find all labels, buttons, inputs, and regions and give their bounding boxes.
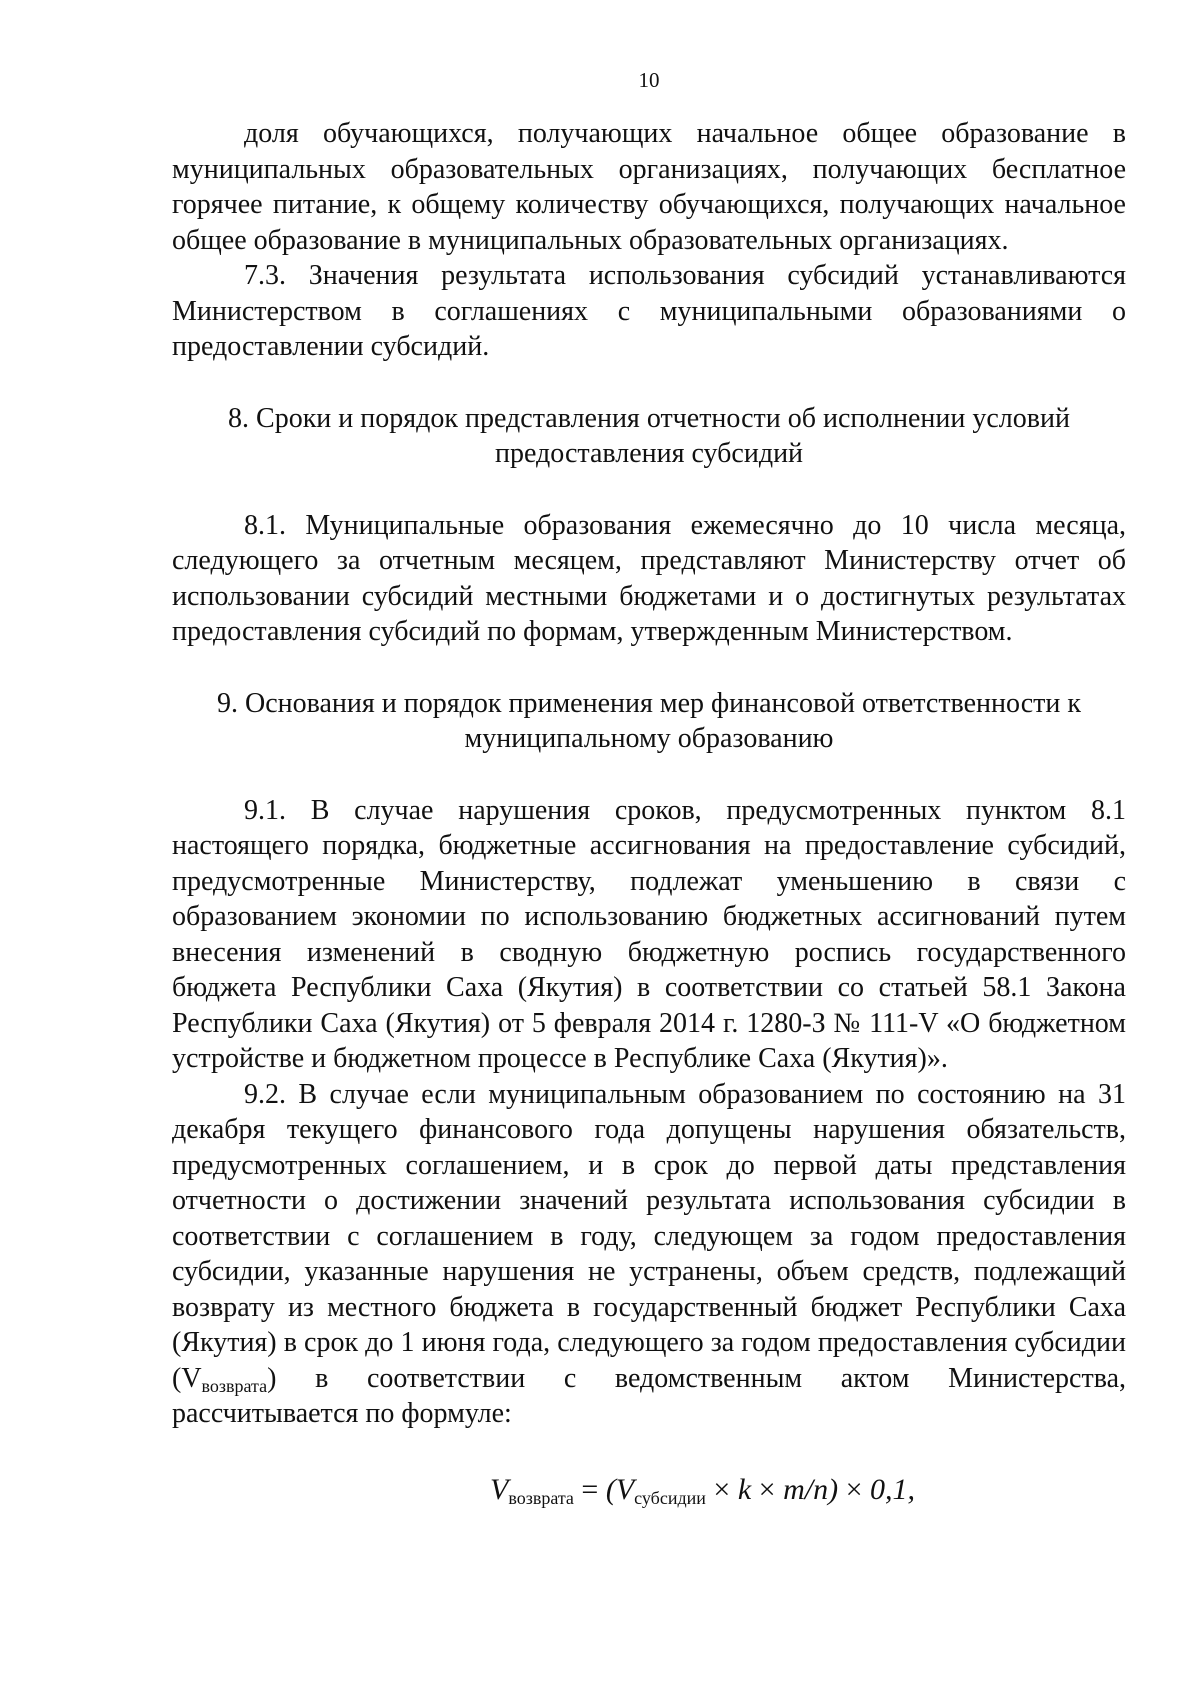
section-9-heading — [172, 686, 1126, 757]
section-9-heading-line1: 9. Основания и порядок применения мер финансовой ответственности к — [217, 687, 1081, 719]
refund-formula — [172, 1472, 1126, 1508]
paragraph-8-1: 8.1. Муниципальные образования ежемесячно до 10 числа месяца, следующего за отчетным месяцем, представляют Министерству отчет об использовании субсидий местными бюджетами и о достигнутых результатах предоставления субсидий по формам, утвержденным Министерством. — [172, 509, 1126, 647]
paragraph-9-2-text-a: 9.2. В случае если муниципальным образованием по состоянию на 31 декабря текущего финансового года допущены нарушения обязательств, предусмотренных соглашением, и в срок до первой даты представления отчетности о достижении значений результата использования субсидии в соответствии с соглашением в году, следующем за годом предоставления субсидии, указанные нарушения не устранены, объем средств, подлежащий возврату из местного бюджета в государственный бюджет Республики Саха (Якутия) в срок до 1 июня года, следующего за годом предоставления субсидии (V — [172, 1078, 1126, 1394]
document-body — [172, 116, 1126, 1507]
formula-lhs-sub: возврата — [508, 1487, 574, 1508]
formula-times-3: × — [838, 1472, 870, 1506]
formula-k: k — [737, 1472, 752, 1506]
formula-rhs-sub: субсидии — [634, 1487, 706, 1508]
section-9-heading-line2: муниципальному образованию — [464, 723, 834, 754]
section-8-heading — [172, 401, 1126, 472]
formula-coef: 0,1, — [869, 1472, 915, 1506]
paragraph-9-1: 9.1. В случае нарушения сроков, предусмотренных пунктом 8.1 настоящего порядка, бюджетные ассигнования на предоставление субсидий, предусмотренные Министерству, подлежат уменьшению в связи с образованием экономии по использованию бюджетных ассигнований путем внесения изменений в сводную бюджетную роспись государственного бюджета Республики Саха (Якутия) в соответствии со статьей 58.1 Закона Республики Саха (Якутия) от 5 февраля 2014 г. 1280-З № 111-V «О бюджетном устройстве и бюджетном процессе в Республике Саха (Якутия)». — [172, 794, 1126, 1074]
page-number: 10 — [638, 68, 660, 92]
formula-open: (V — [605, 1472, 635, 1506]
paragraph-9-2-subscript: возврата — [201, 1375, 268, 1396]
formula-times-1: × — [705, 1472, 738, 1506]
paragraph-7-3: 7.3. Значения результата использования субсидий устанавливаются Министерством в соглашениях с муниципальными образованиями о предоставлении субсидий. — [172, 260, 1126, 362]
formula-mn: m/n) — [783, 1472, 839, 1506]
formula-equals: = — [573, 1472, 606, 1506]
paragraph-9-2-text-b: ) в соответствии с ведомственным актом Министерства, рассчитывается по формуле: — [172, 1362, 1126, 1429]
section-8-heading-line2: предоставления субсидий — [494, 438, 804, 469]
formula-lhs-var: V — [490, 1472, 509, 1506]
section-8-heading-line1: 8. Сроки и порядок представления отчетности об исполнении условий — [228, 402, 1070, 434]
paragraph-9-2 — [172, 1077, 1126, 1432]
formula-times-2: × — [751, 1472, 784, 1506]
paragraph-share-students: доля обучающихся, получающих начальное общее образование в муниципальных образовательных организациях, получающих бесплатное горячее питание, к общему количеству обучающихся, получающих начальное общее образование в муниципальных образовательных организациях. — [172, 118, 1126, 256]
